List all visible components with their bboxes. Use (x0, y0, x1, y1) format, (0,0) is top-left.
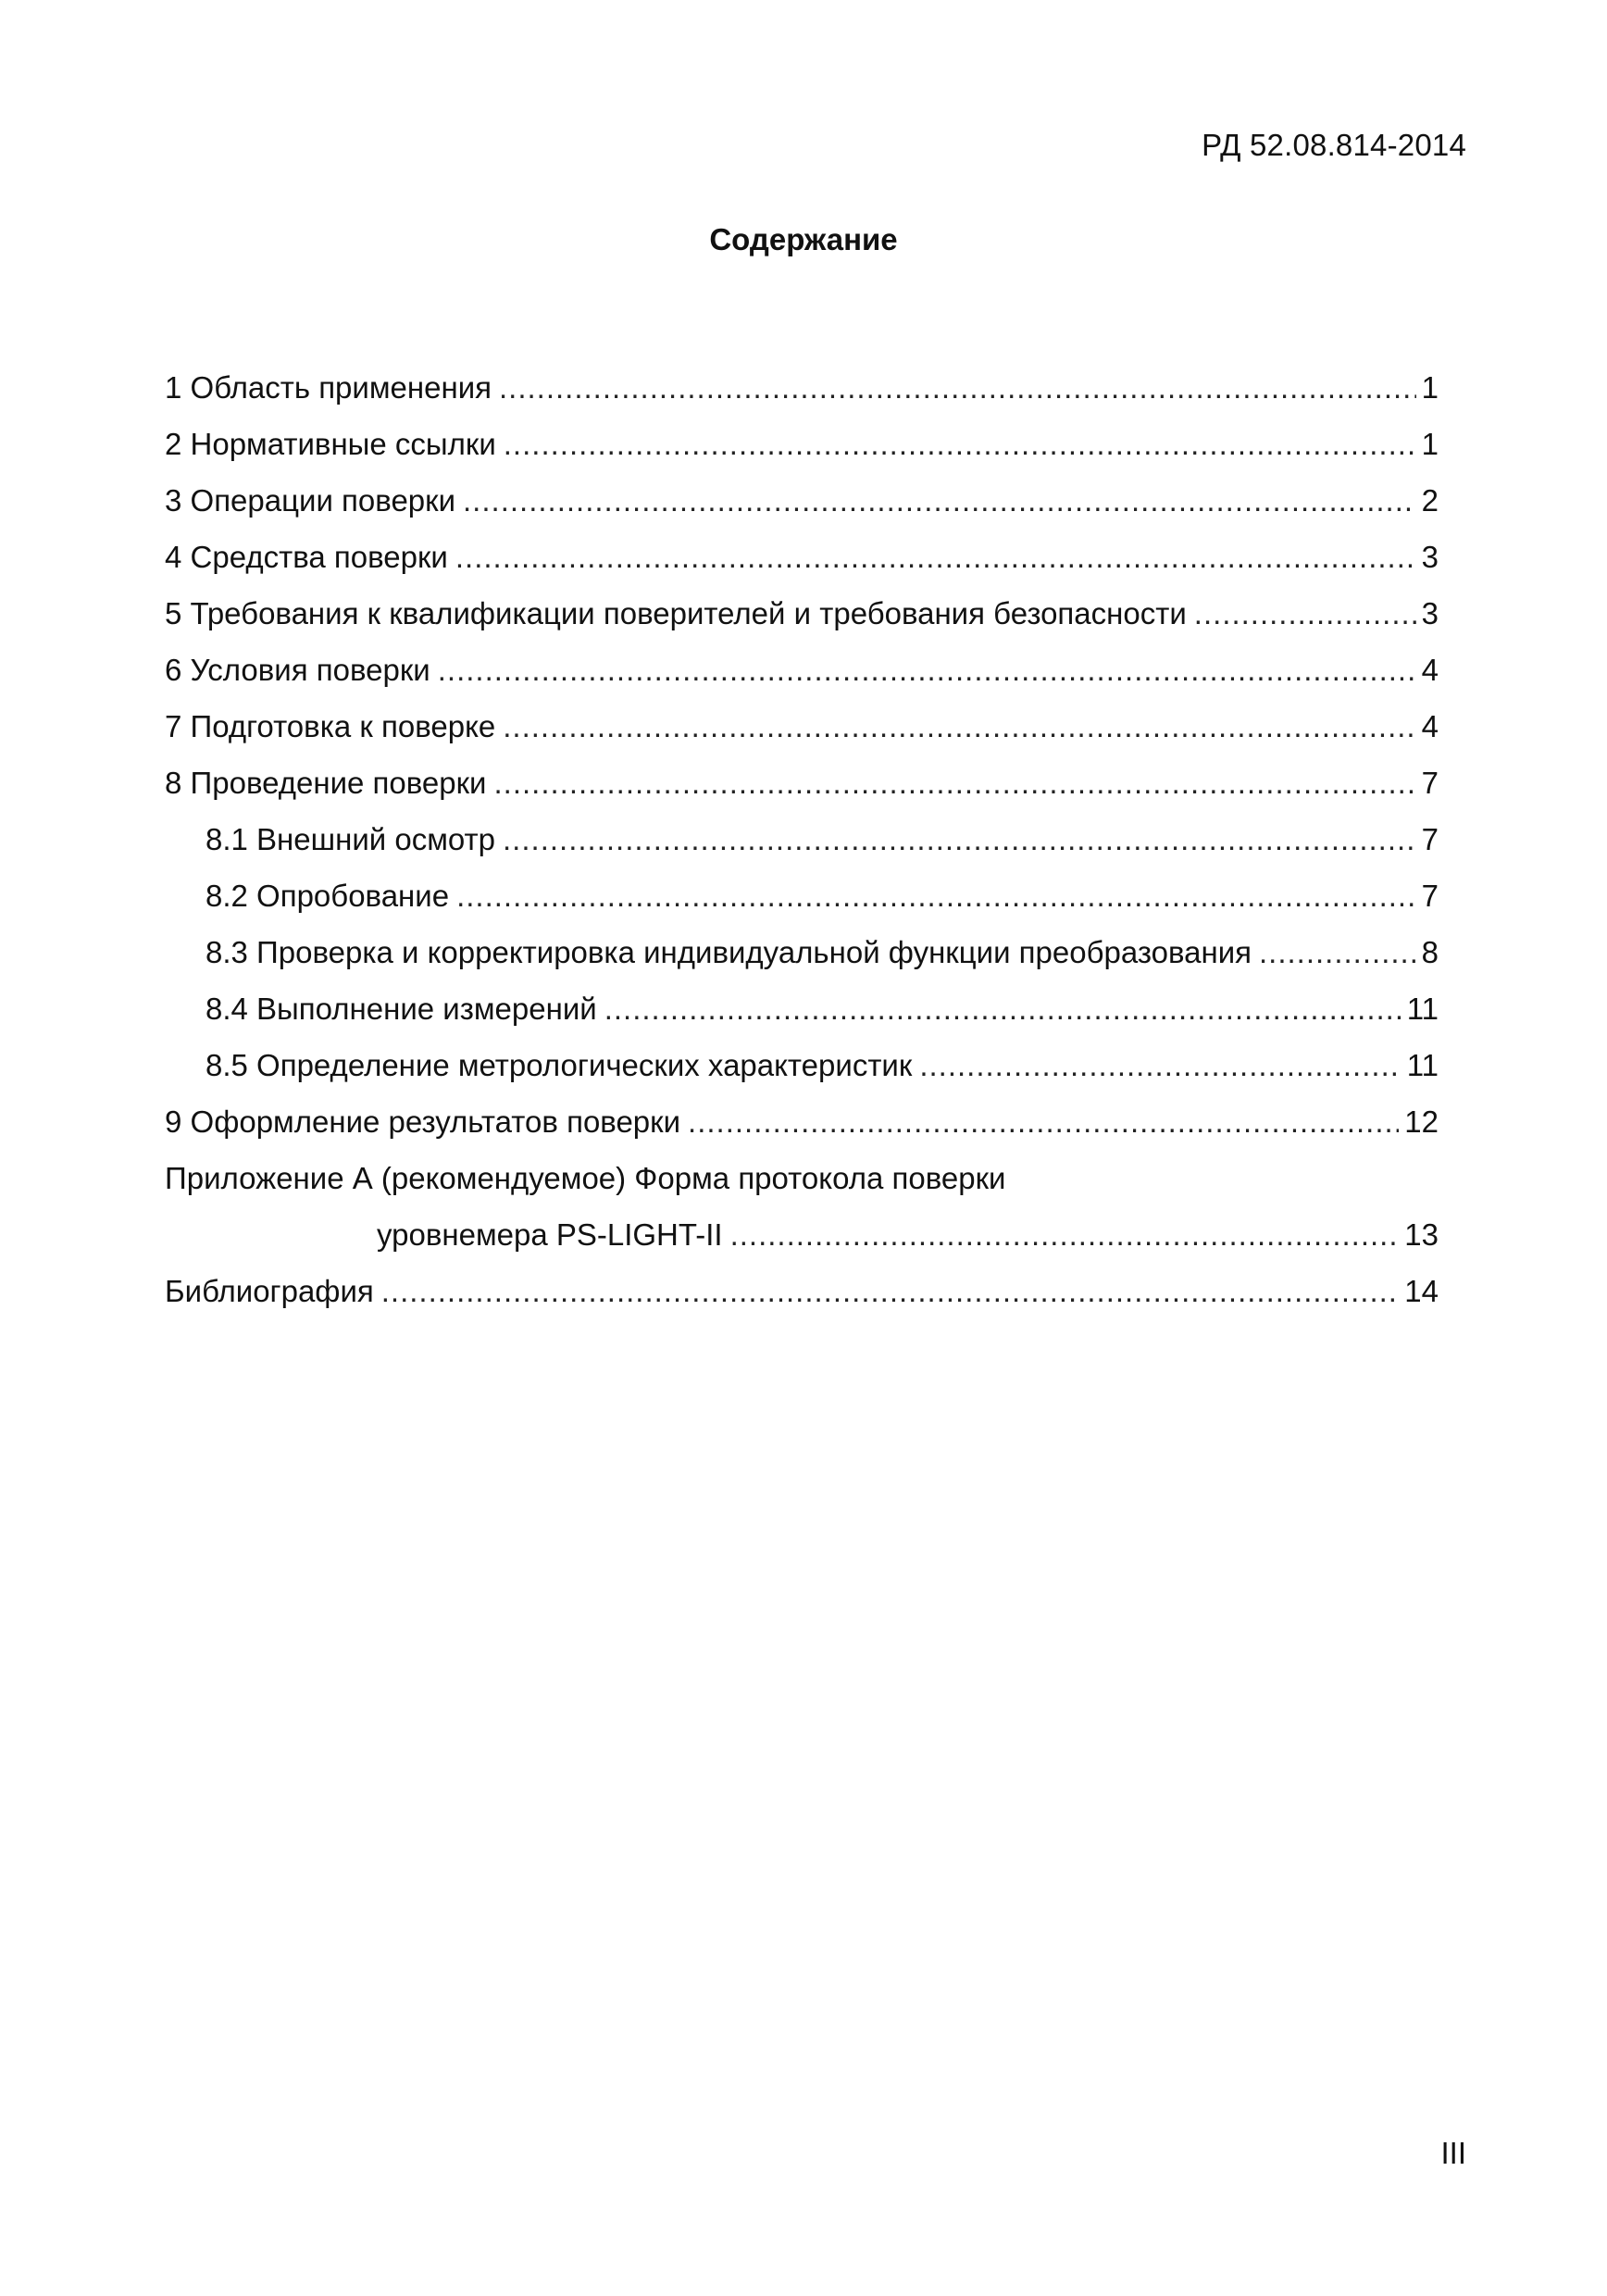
document-code: РД 52.08.814-2014 (1202, 128, 1466, 162)
dot-leader (381, 1274, 1400, 1309)
toc-entry-text: 8 Проведение поверки (165, 766, 487, 800)
toc-entry-text: 7 Подготовка к поверке (165, 709, 496, 743)
toc-entry-text: 8.4 Выполнение измерений (206, 992, 597, 1026)
toc-page-number: 13 (1404, 1217, 1439, 1252)
toc-page-number: 7 (1421, 766, 1439, 800)
toc-entry-text: 3 Операции поверки (165, 483, 456, 518)
toc-entry-text: уровнемера PS-LIGHT-II (377, 1217, 723, 1252)
toc-entry-metrological-characteristics[interactable] (165, 1027, 1439, 1083)
toc-entry-verification-operations[interactable] (165, 462, 1439, 518)
toc-entry-preparation[interactable] (165, 688, 1439, 744)
toc-entry-text: 6 Условия поверки (165, 653, 430, 687)
toc-entry-verification-means[interactable] (165, 518, 1439, 575)
toc-entry-text: 9 Оформление результатов поверки (165, 1104, 681, 1139)
toc-entry-text: 1 Область применения (165, 370, 492, 405)
table-of-contents (165, 349, 1439, 1309)
toc-entry-conducting-verification[interactable] (165, 744, 1439, 801)
toc-page-number: 1 (1421, 427, 1439, 461)
toc-entry-text: 8.2 Опробование (206, 879, 450, 913)
toc-entry-appendix-a[interactable] (165, 1140, 1090, 1196)
toc-entry-text: 8.5 Определение метрологических характеристик (206, 1048, 913, 1082)
toc-page-number: 2 (1421, 483, 1439, 518)
toc-entry-appendix-a-continuation[interactable] (165, 1196, 1439, 1253)
toc-entry-results-registration[interactable] (165, 1083, 1439, 1140)
dot-leader (730, 1217, 1400, 1253)
toc-title: Содержание (709, 222, 898, 256)
page-number: III (1440, 2136, 1466, 2170)
toc-entry-normative-references[interactable] (165, 406, 1439, 462)
toc-page-number: 14 (1404, 1274, 1439, 1308)
dot-leader (493, 766, 1415, 801)
dot-leader (688, 1104, 1399, 1140)
dot-leader (1194, 596, 1416, 631)
toc-entry-text: Библиография (165, 1274, 374, 1308)
toc-entry-text: 2 Нормативные ссылки (165, 427, 496, 461)
toc-entry-scope[interactable] (165, 349, 1439, 406)
toc-page-number: 7 (1421, 822, 1439, 856)
toc-entry-testing[interactable] (165, 857, 1439, 914)
toc-entry-conversion-function-check[interactable] (165, 914, 1439, 970)
toc-page-number: 4 (1421, 653, 1439, 687)
dot-leader (455, 540, 1416, 575)
toc-page-number: 11 (1406, 1048, 1439, 1082)
toc-page-number: 8 (1421, 935, 1439, 969)
dot-leader (438, 653, 1416, 688)
toc-entry-qualification-requirements[interactable] (165, 575, 1439, 631)
dot-leader (919, 1048, 1401, 1083)
dot-leader (503, 709, 1415, 744)
toc-page-number: 1 (1421, 370, 1439, 405)
toc-page-number: 7 (1421, 879, 1439, 913)
toc-entry-text: 8.3 Проверка и корректировка индивидуальной функции преобразования (206, 935, 1252, 969)
toc-page-number: 3 (1421, 540, 1439, 574)
toc-entry-bibliography[interactable] (165, 1253, 1439, 1309)
dot-leader (499, 370, 1416, 406)
toc-page-number: 11 (1406, 992, 1439, 1026)
toc-entry-text: 4 Средства поверки (165, 540, 448, 574)
toc-entry-text: Приложение А (рекомендуемое) Форма протокола поверки (165, 1161, 1006, 1195)
toc-entry-external-inspection[interactable] (165, 801, 1439, 857)
toc-entry-text: 8.1 Внешний осмотр (206, 822, 496, 856)
toc-page-number: 4 (1421, 709, 1439, 743)
toc-entry-verification-conditions[interactable] (165, 631, 1439, 688)
toc-page-number: 3 (1421, 596, 1439, 630)
dot-leader (604, 992, 1401, 1027)
toc-entry-measurements[interactable] (165, 970, 1439, 1027)
dot-leader (456, 879, 1416, 914)
dot-leader (504, 427, 1416, 462)
dot-leader (463, 483, 1416, 518)
toc-page-number: 12 (1404, 1104, 1439, 1139)
toc-entry-text: 5 Требования к квалификации поверителей и требования безопасности (165, 596, 1187, 630)
dot-leader (1259, 935, 1416, 970)
dot-leader (503, 822, 1416, 857)
